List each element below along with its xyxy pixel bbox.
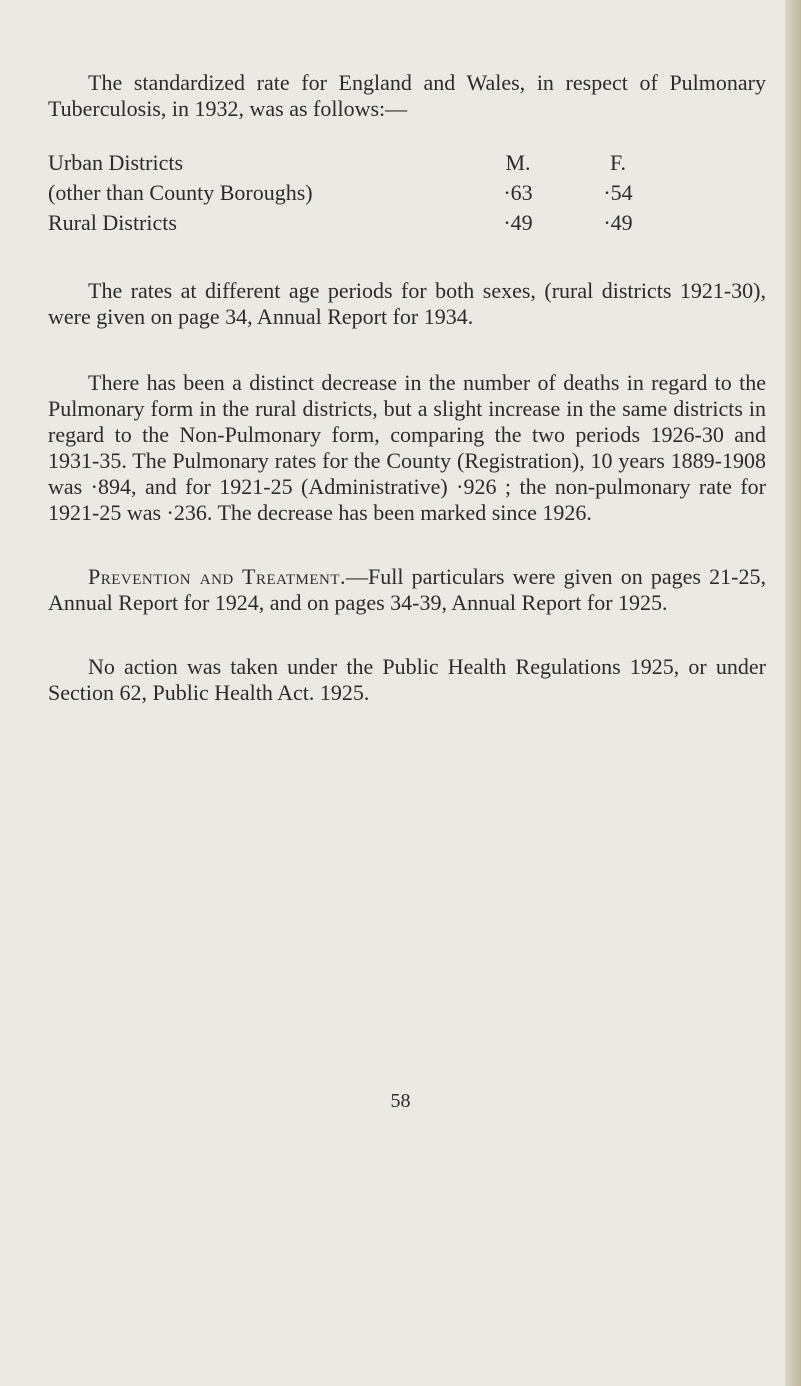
rates-table	[48, 148, 668, 238]
row-label: Urban Districts	[48, 150, 184, 175]
page-number: 58	[390, 1090, 411, 1112]
prevention-text: —Full particulars were given on pages 21-25, Annual Report for 1924, and on pages 34-39, Annual Report for 1925.	[48, 564, 766, 615]
column-header-f: F.	[610, 150, 626, 175]
table-row	[48, 208, 668, 238]
table-row	[48, 148, 668, 178]
rate-m: ·49	[503, 210, 533, 235]
intro-paragraph: The standardized rate for England and Wales, in respect of Pulmonary Tuberculosis, in 1932, was as follows:—	[48, 70, 766, 121]
prevention-heading: Prevention and Treatment.	[88, 564, 346, 589]
regulations-paragraph: No action was taken under the Public Health Regulations 1925, or under Section 62, Public Health Act. 1925.	[48, 654, 766, 705]
rate-f: ·49	[603, 210, 633, 235]
decrease-paragraph: There has been a distinct decrease in the number of deaths in regard to the Pulmonary form in the rural districts, but a slight increase in the same districts in regard to the Non-Pulmonary form, comparing the two periods 1926-30 and 1931-35. The Pulmonary rates for the County (Registration), 10 years 1889-1908 was ·894, and for 1921-25 (Administrative) ·926 ; the non-pulmonary rate for 1921-25 was ·236. The decrease has been marked since 1926.	[48, 370, 766, 525]
row-label: Rural Districts	[48, 210, 177, 235]
table-row	[48, 178, 668, 208]
document-body	[48, 70, 766, 706]
row-label: (other than County Boroughs)	[48, 180, 313, 205]
age-periods-paragraph: The rates at different age periods for both sexes, (rural districts 1921-30), were given on page 34, Annual Report for 1934.	[48, 278, 766, 329]
rate-m: ·63	[503, 180, 533, 205]
column-header-m: M.	[505, 150, 531, 175]
page-edge	[785, 0, 801, 1386]
rate-f: ·54	[603, 180, 633, 205]
prevention-paragraph	[48, 564, 766, 616]
